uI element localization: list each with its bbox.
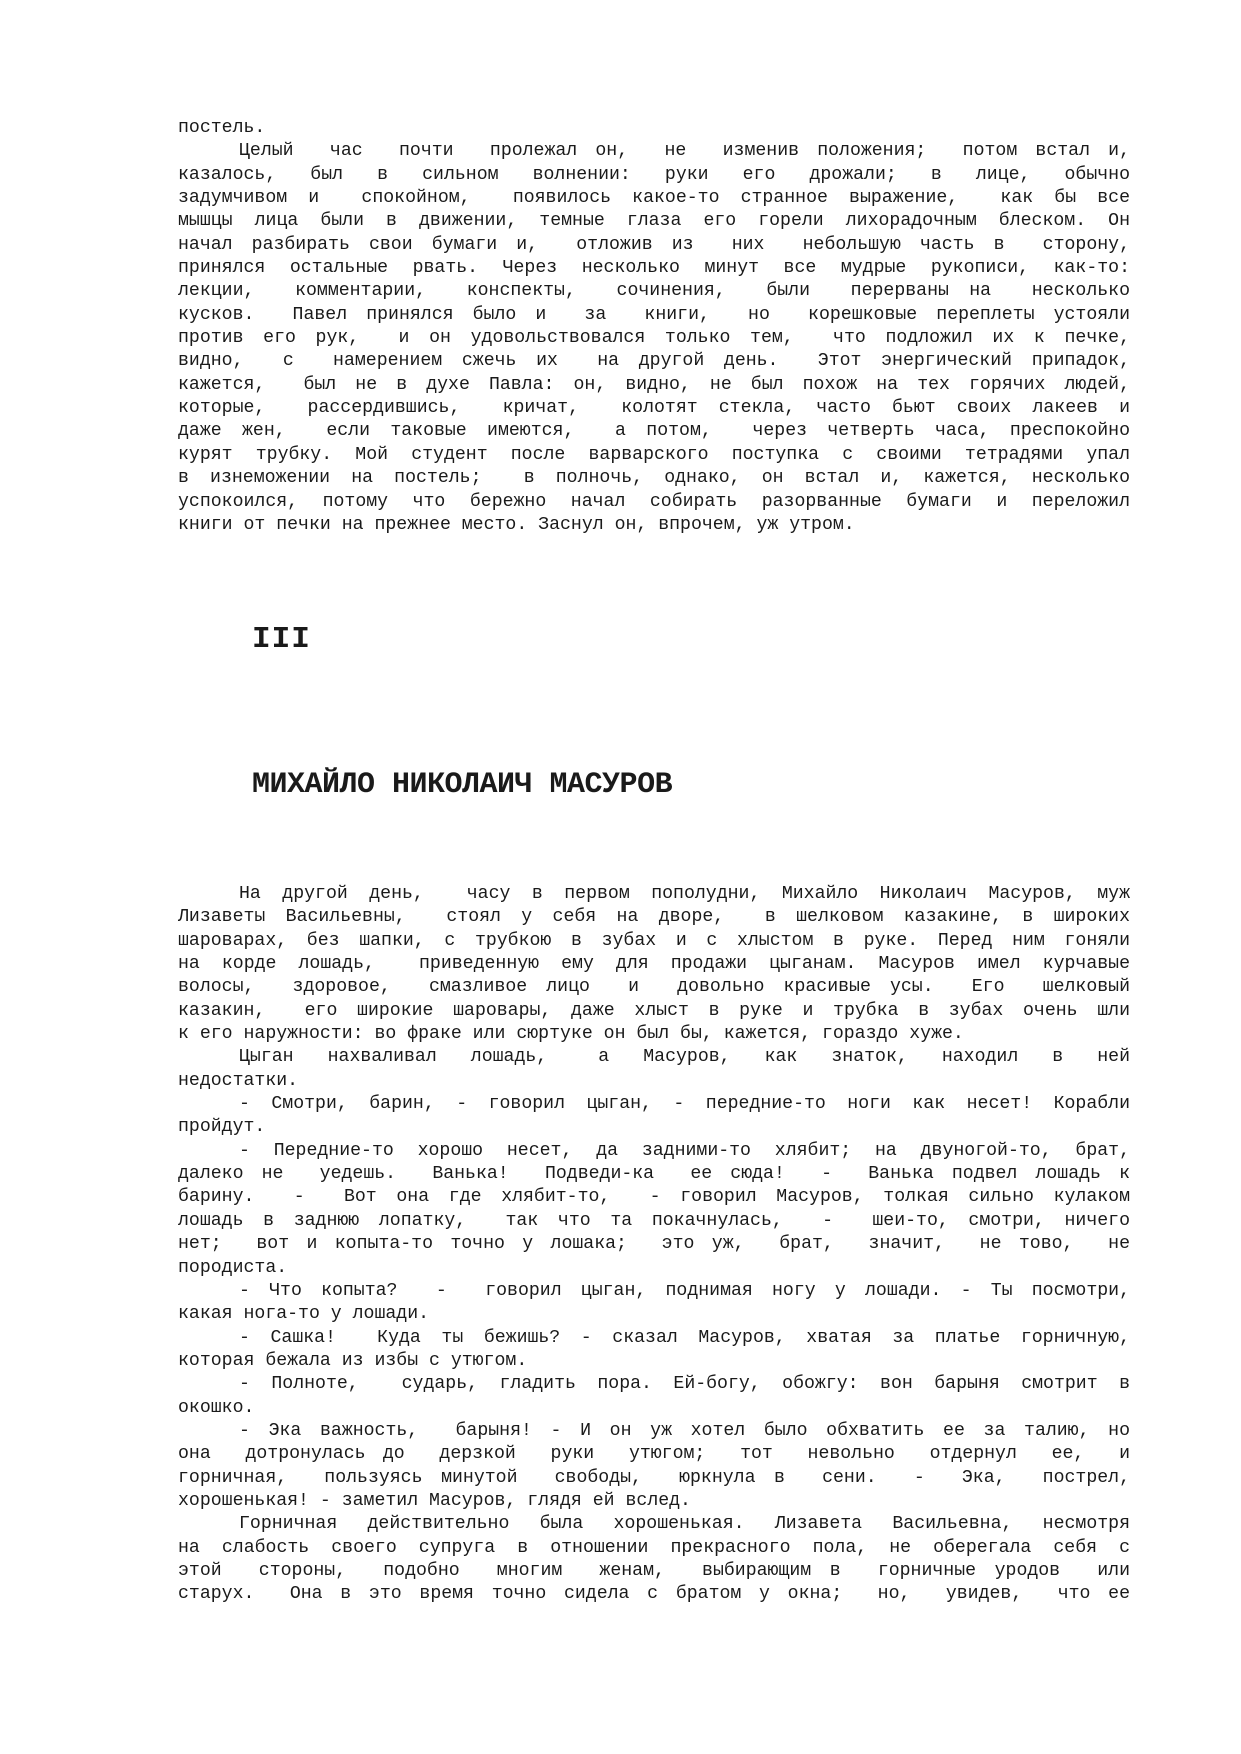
section-two-text <box>178 883 1130 1607</box>
text-line: недостатки. <box>178 1070 299 1091</box>
text-line: горничная, пользуясь минутой свободы, юркнула в сени. - Эка, пострел, <box>178 1467 1130 1488</box>
text-line: нет; вот и копыта-то точно у лошака; это уж, брат, значит, не тово, не <box>178 1234 1130 1255</box>
text-line: далеко не уедешь. Ванька! Подведи-ка ее сюда! - Ванька подвел лошадь к <box>178 1164 1130 1185</box>
text-line: этой стороны, подобно многим женам, выбирающим в горничные уродов или <box>178 1560 1130 1581</box>
text-line: успокоился, потому что бережно начал собирать разорванные бумаги и переложил <box>178 491 1130 512</box>
text-line: шароварах, без шапки, с трубкою в зубах и с хлыстом в руке. Перед ним гоняли <box>178 930 1130 951</box>
text-line: старух. Она в это время точно сидела с братом у окна; но, увидев, что ее <box>178 1584 1130 1605</box>
text-line: курят трубку. Мой студент после варварского поступка с своими тетрадями упал <box>178 444 1130 465</box>
text-line: против его рук, и он удовольствовался только тем, что подложил их к печке, <box>178 328 1130 349</box>
text-line: казакин, его широкие шаровары, даже хлыст в руке и трубка в зубах очень шли <box>178 1000 1130 1021</box>
text-line: - Сашка! Куда ты бежишь? - сказал Масуров, хватая за платье горничную, <box>239 1327 1130 1348</box>
text-line: Цыган нахваливал лошадь, а Масуров, как знаток, находил в ней <box>239 1047 1130 1068</box>
text-line: - Полноте, сударь, гладить пора. Ей-богу, обожгу: вон барыня смотрит в <box>239 1374 1130 1395</box>
chapter-number: III <box>252 622 311 657</box>
text-line: барину. - Вот она где хлябит-то, - говорил Масуров, толкая сильно кулаком <box>178 1187 1130 1208</box>
text-line: кажется, был не в духе Павла: он, видно, не был похож на тех горячих людей, <box>178 374 1130 395</box>
text-line: принялся остальные рвать. Через несколько минут все мудрые рукописи, как-то: <box>178 258 1130 279</box>
text-line: волосы, здоровое, смазливое лицо и довольно красивые усы. Его шелковый <box>178 977 1130 998</box>
text-line: которые, рассердившись, кричат, колотят стекла, часто бьют своих лакеев и <box>178 398 1130 419</box>
text-line: пройдут. <box>178 1117 266 1138</box>
text-line: начал разбирать свои бумаги и, отложив из них небольшую часть в сторону, <box>178 234 1130 255</box>
section-one-text <box>178 117 1130 537</box>
text-line: видно, с намерением сжечь их на другой день. Этот энергический припадок, <box>178 351 1130 372</box>
text-line: окошко. <box>178 1397 255 1418</box>
text-line: породиста. <box>178 1257 288 1278</box>
text-line: - Передние-то хорошо несет, да задними-то хлябит; на двуногой-то, брат, <box>239 1140 1130 1161</box>
text-line: - Смотри, барин, - говорил цыган, - передние-то ноги как несет! Корабли <box>239 1094 1130 1115</box>
text-line: Горничная действительно была хорошенькая. Лизавета Васильевна, несмотря <box>239 1514 1130 1535</box>
text-line: на корде лошадь, приведенную ему для продажи цыганам. Масуров имел курчавые <box>178 954 1130 975</box>
text-line: задумчивом и спокойном, появилось какое-то странное выражение, как бы все <box>178 188 1130 209</box>
text-line: лекции, комментарии, конспекты, сочинения, были перерваны на несколько <box>178 281 1130 302</box>
text-line: даже жен, если таковые имеются, а потом, через четверть часа, преспокойно <box>178 421 1130 442</box>
text-line: она дотронулась до дерзкой руки утюгом; тот невольно отдернул ее, и <box>178 1444 1130 1465</box>
text-line: кусков. Павел принялся было и за книги, но корешковые переплеты устояли <box>178 304 1130 325</box>
text-line: какая нога-то у лошади. <box>178 1304 430 1325</box>
text-line: Целый час почти пролежал он, не изменив положения; потом встал и, <box>239 141 1130 162</box>
text-line: книги от печки на прежнее место. Заснул он, впрочем, уж утром. <box>178 514 855 535</box>
text-line: - Что копыта? - говорил цыган, поднимая ногу у лошади. - Ты посмотри, <box>239 1280 1130 1301</box>
text-line: хорошенькая! - заметил Масуров, глядя ей вслед. <box>178 1490 691 1511</box>
text-line: - Эка важность, барыня! - И он уж хотел было обхватить ее за талию, но <box>239 1420 1130 1441</box>
text-line: На другой день, часу в первом пополудни, Михайло Николаич Масуров, муж <box>239 884 1130 904</box>
text-line: которая бежала из избы с утюгом. <box>178 1350 528 1371</box>
text-line: мышцы лица были в движении, темные глаза его горели лихорадочным блеском. Он <box>178 211 1130 232</box>
text-line: к его наружности: во фраке или сюртуке он был бы, кажется, гораздо хуже. <box>178 1024 964 1045</box>
text-line: в изнеможении на постель; в полночь, однако, он встал и, кажется, несколько <box>178 468 1130 489</box>
text-line: лошадь в заднюю лопатку, так что та покачнулась, - шеи-то, смотри, ничего <box>178 1210 1130 1231</box>
text-line: постель. <box>178 118 266 138</box>
text-line: Лизаветы Васильевны, стоял у себя на дворе, в шелковом казакине, в широких <box>178 907 1130 928</box>
text-line: казалось, был в сильном волнении: руки его дрожали; в лице, обычно <box>178 164 1130 185</box>
chapter-title: МИХАЙЛО НИКОЛАИЧ МАСУРОВ <box>252 768 673 802</box>
text-line: на слабость своего супруга в отношении прекрасного пола, не оберегала себя с <box>178 1537 1130 1558</box>
